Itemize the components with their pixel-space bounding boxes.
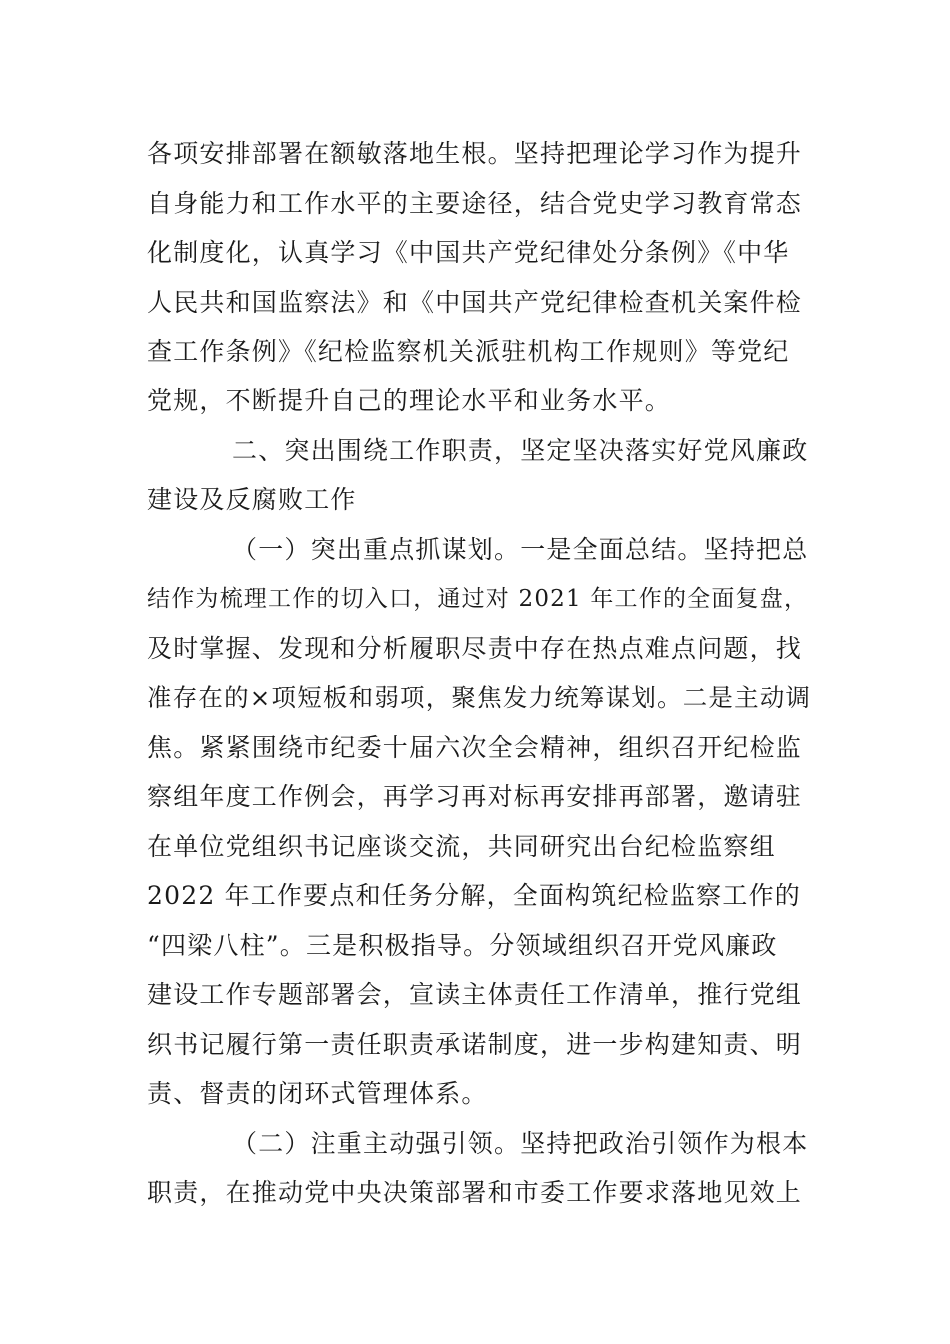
body-text-line: 责、督责的闭环式管理体系。 [147, 1079, 488, 1108]
body-text-line: 察组年度工作例会，再学习再对标再安排再部署，邀请驻 [147, 782, 803, 811]
body-text-line: 焦。紧紧围绕市纪委十届六次全会精神，组织召开纪检监 [147, 733, 803, 762]
subsection-heading: （二）注重主动强引领。坚持把政治引领作为根本 [232, 1129, 809, 1158]
subsection-heading: （一）突出重点抓谋划。一是全面总结。坚持把总 [232, 535, 809, 564]
body-text-line: 各项安排部署在额敏落地生根。坚持把理论学习作为提升 [147, 139, 803, 168]
body-text-line: “四梁八柱”。三是积极指导。分领域组织召开党风廉政 [147, 931, 778, 960]
body-text-line: 及时掌握、发现和分析履职尽责中存在热点难点问题，找 [147, 634, 803, 663]
body-text-line: 建设工作专题部署会，宣读主体责任工作清单，推行党组 [147, 980, 803, 1009]
body-text-line: 自身能力和工作水平的主要途径，结合党史学习教育常态 [147, 189, 803, 218]
body-text-line: 2022 年工作要点和任务分解，全面构筑纪检监察工作的 [147, 881, 801, 910]
body-text-line: 在单位党组织书记座谈交流，共同研究出台纪检监察组 [147, 832, 776, 861]
body-text-line: 党规，不断提升自己的理论水平和业务水平。 [147, 386, 672, 415]
body-text-line: 织书记履行第一责任职责承诺制度，进一步构建知责、明 [147, 1030, 803, 1059]
section-heading-continued: 建设及反腐败工作 [147, 485, 357, 514]
body-text-line: 职责，在推动党中央决策部署和市委工作要求落地见效上 [147, 1178, 803, 1207]
body-text-line: 人民共和国监察法》和《中国共产党纪律检查机关案件检 [147, 288, 803, 317]
section-heading: 二、突出围绕工作职责，坚定坚决落实好党风廉政 [232, 436, 809, 465]
body-text-line: 查工作条例》《纪检监察机关派驻机构工作规则》等党纪 [147, 337, 790, 366]
body-text-line: 准存在的×项短板和弱项，聚焦发力统筹谋划。二是主动调 [147, 683, 812, 712]
body-text-line: 化制度化，认真学习《中国共产党纪律处分条例》《中华 [147, 238, 790, 267]
body-text-line: 结作为梳理工作的切入口，通过对 2021 年工作的全面复盘， [147, 586, 809, 612]
